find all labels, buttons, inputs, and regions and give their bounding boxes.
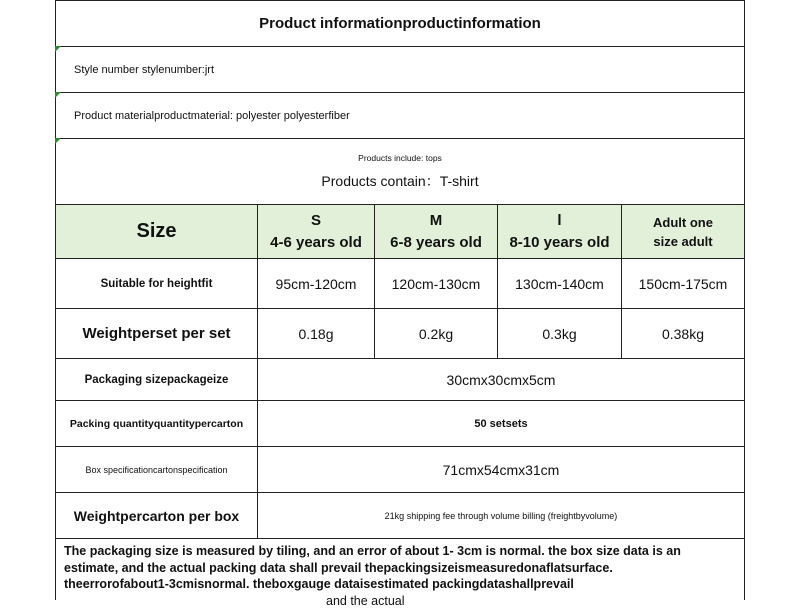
- size-label-cell: [56, 205, 257, 258]
- products-contain: Products contain：T-shirt: [321, 171, 478, 191]
- note-line: The packaging size is measured by tiling, and an error of about 1- 3cm is normal. the box size data is an: [64, 543, 736, 560]
- packaging-size-row: [55, 358, 745, 400]
- size-col-l: [497, 205, 621, 258]
- weight-carton-row: [55, 492, 745, 538]
- title-row: [55, 0, 745, 46]
- weight-label: Weightperset per set: [56, 309, 257, 358]
- height-row: [55, 258, 745, 308]
- weight-value: 0.2kg: [374, 309, 497, 358]
- size-name: S: [311, 210, 321, 232]
- weight-value: 0.18g: [257, 309, 374, 358]
- weight-value: 0.3kg: [497, 309, 621, 358]
- note-line: theerrorofabout1-3cmisnormal. theboxgauge dataisestimated packingdatashallprevail: [64, 576, 736, 593]
- packing-quantity-value: 50 setsets: [257, 401, 744, 446]
- products-include: Products include: tops: [358, 153, 442, 163]
- size-age: size adult: [653, 232, 712, 251]
- weight-value: 0.38kg: [621, 309, 744, 358]
- size-name: l: [557, 210, 561, 232]
- packaging-size-value: 30cmx30cmx5cm: [257, 359, 744, 400]
- size-age: 6-8 years old: [390, 232, 482, 254]
- box-spec-label: Box specificationcartonspecification: [56, 447, 257, 492]
- size-age: 4-6 years old: [270, 232, 362, 254]
- style-number-row: [55, 46, 745, 92]
- product-info-sheet: [55, 0, 745, 600]
- height-value: 120cm-130cm: [374, 259, 497, 308]
- size-name: M: [430, 210, 443, 232]
- height-value: 130cm-140cm: [497, 259, 621, 308]
- packaging-note: [55, 538, 745, 600]
- weight-carton-label: Weightpercarton per box: [56, 493, 257, 538]
- products-row: [55, 138, 745, 204]
- height-label: Suitable for heightfit: [56, 259, 257, 308]
- material-row: [55, 92, 745, 138]
- box-spec-value: 71cmx54cmx31cm: [257, 447, 744, 492]
- box-spec-row: [55, 446, 745, 492]
- height-value: 150cm-175cm: [621, 259, 744, 308]
- product-material: Product materialproductmaterial: polyester polyesterfiber: [56, 93, 744, 138]
- packaging-size-label: Packaging sizepackageize: [56, 359, 257, 400]
- size-col-s: [257, 205, 374, 258]
- size-col-m: [374, 205, 497, 258]
- note-line: and the actual: [64, 593, 736, 609]
- size-header-row: [55, 204, 745, 258]
- weight-carton-value: 21kg shipping fee through volume billing (freightbyvolume): [257, 493, 744, 538]
- packing-quantity-label: Packing quantityquantitypercarton: [56, 401, 257, 446]
- size-col-adult: [621, 205, 744, 258]
- packing-quantity-row: [55, 400, 745, 446]
- height-value: 95cm-120cm: [257, 259, 374, 308]
- products-block: [56, 139, 744, 204]
- style-number: Style number stylenumber:jrt: [56, 47, 744, 92]
- size-age: 8-10 years old: [509, 232, 609, 254]
- page-title: Product informationproductinformation: [56, 1, 744, 46]
- size-name: Adult one: [653, 213, 713, 232]
- note-line: estimate, and the actual packing data shall prevail thepackingsizeismeasuredonaflatsurface.: [64, 560, 736, 577]
- weight-row: [55, 308, 745, 358]
- size-label: Size: [136, 220, 176, 243]
